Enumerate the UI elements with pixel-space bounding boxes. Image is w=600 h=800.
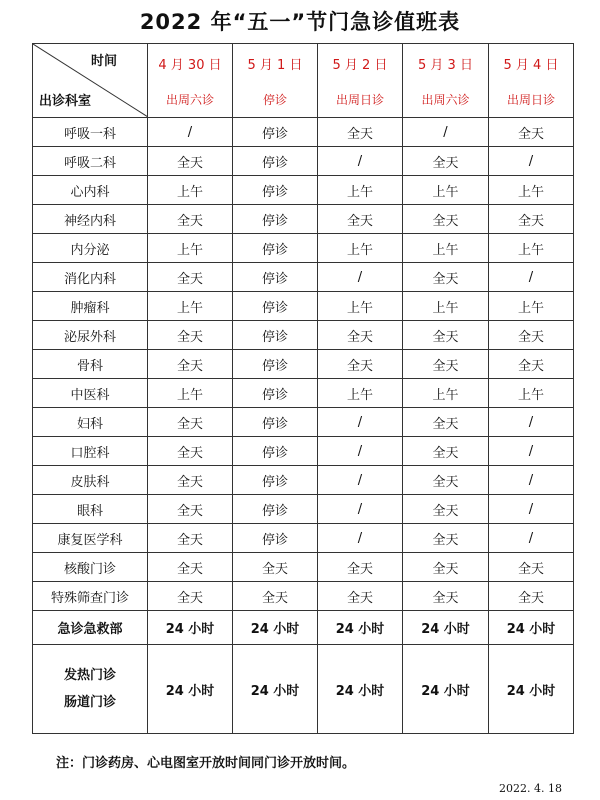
- department-name: 康复医学科: [33, 524, 148, 553]
- schedule-cell: 24 小时: [318, 645, 403, 734]
- schedule-cell: 全天: [403, 582, 489, 611]
- department-name: 核酸门诊: [33, 553, 148, 582]
- schedule-cell: 全天: [318, 553, 403, 582]
- clinic-status-label: 出周日诊: [335, 92, 384, 107]
- schedule-cell: 上午: [403, 234, 489, 263]
- schedule-cell: 全天: [148, 582, 233, 611]
- schedule-cell: 全天: [148, 408, 233, 437]
- schedule-cell: 停诊: [233, 147, 318, 176]
- schedule-cell: /: [318, 524, 403, 553]
- department-row: [33, 582, 574, 611]
- corner-label-department: 出诊科室: [39, 94, 92, 109]
- schedule-cell: 停诊: [233, 466, 318, 495]
- schedule-cell: 全天: [148, 321, 233, 350]
- date-header-cell: [233, 44, 318, 118]
- schedule-cell: 全天: [318, 350, 403, 379]
- department-name: 口腔科: [33, 437, 148, 466]
- department-name: 泌尿外科: [33, 321, 148, 350]
- department-row: [33, 495, 574, 524]
- schedule-cell: 上午: [148, 292, 233, 321]
- schedule-cell: /: [489, 466, 574, 495]
- schedule-cell: 上午: [148, 234, 233, 263]
- schedule-cell: /: [489, 437, 574, 466]
- schedule-cell: 24 小时: [403, 611, 489, 645]
- schedule-cell: 停诊: [233, 379, 318, 408]
- department-name: 骨科: [33, 350, 148, 379]
- schedule-cell: 全天: [489, 321, 574, 350]
- clinic-status-label: 出周日诊: [506, 92, 555, 107]
- department-name: 眼科: [33, 495, 148, 524]
- schedule-cell: /: [148, 118, 233, 147]
- schedule-cell: /: [318, 263, 403, 292]
- schedule-cell: 停诊: [233, 524, 318, 553]
- schedule-cell: 全天: [318, 321, 403, 350]
- date-label: 5 月 3 日: [418, 57, 473, 73]
- schedule-cell: 全天: [403, 524, 489, 553]
- schedule-cell: 停诊: [233, 321, 318, 350]
- schedule-cell: 上午: [489, 292, 574, 321]
- schedule-cell: 全天: [403, 147, 489, 176]
- schedule-cell: 全天: [148, 350, 233, 379]
- schedule-cell: 全天: [318, 582, 403, 611]
- date-label: 4 月 30 日: [158, 57, 222, 73]
- schedule-cell: 停诊: [233, 176, 318, 205]
- schedule-cell: 全天: [403, 495, 489, 524]
- department-name: [33, 645, 148, 734]
- department-row: [33, 437, 574, 466]
- schedule-cell: 停诊: [233, 408, 318, 437]
- issue-date: 2022. 4. 18: [499, 782, 562, 795]
- department-name: 神经内科: [33, 205, 148, 234]
- schedule-cell: 上午: [489, 379, 574, 408]
- department-name: 呼吸二科: [33, 147, 148, 176]
- date-label: 5 月 2 日: [332, 57, 388, 73]
- schedule-cell: 停诊: [233, 495, 318, 524]
- schedule-cell: /: [489, 524, 574, 553]
- schedule-cell: 全天: [489, 118, 574, 147]
- header-row: [33, 44, 574, 118]
- schedule-cell: 上午: [489, 234, 574, 263]
- department-row: [33, 408, 574, 437]
- corner-label-time: 时间: [90, 54, 117, 69]
- schedule-cell: 上午: [403, 176, 489, 205]
- schedule-cell: 24 小时: [489, 611, 574, 645]
- schedule-cell: 24 小时: [489, 645, 574, 734]
- schedule-cell: 上午: [403, 292, 489, 321]
- schedule-cell: /: [318, 495, 403, 524]
- department-name: 呼吸一科: [33, 118, 148, 147]
- department-name: 皮肤科: [33, 466, 148, 495]
- schedule-cell: 全天: [403, 437, 489, 466]
- department-name: 内分泌: [33, 234, 148, 263]
- department-name-line: 肠道门诊: [63, 695, 116, 710]
- schedule-cell: 上午: [489, 176, 574, 205]
- department-row: [33, 524, 574, 553]
- date-label: 5 月 1 日: [247, 57, 303, 73]
- schedule-cell: /: [489, 408, 574, 437]
- schedule-cell: 停诊: [233, 350, 318, 379]
- clinic-status-label: 停诊: [262, 92, 287, 107]
- schedule-cell: 全天: [148, 466, 233, 495]
- schedule-cell: /: [318, 466, 403, 495]
- schedule-cell: 全天: [489, 582, 574, 611]
- schedule-cell: /: [489, 495, 574, 524]
- schedule-cell: /: [318, 437, 403, 466]
- schedule-cell: 全天: [403, 321, 489, 350]
- department-row: [33, 466, 574, 495]
- schedule-cell: 全天: [403, 466, 489, 495]
- schedule-cell: 上午: [318, 234, 403, 263]
- department-row: [33, 321, 574, 350]
- schedule-cell: 上午: [318, 379, 403, 408]
- date-label: 5 月 4 日: [503, 57, 559, 73]
- schedule-cell: 停诊: [233, 234, 318, 263]
- schedule-cell: /: [318, 408, 403, 437]
- schedule-cell: 全天: [148, 524, 233, 553]
- footnote: 注：门诊药房、心电图室开放时间同门诊开放时间。: [56, 756, 356, 771]
- schedule-cell: 24 小时: [233, 645, 318, 734]
- fever-intestinal-row: [33, 645, 574, 734]
- schedule-cell: 24 小时: [148, 611, 233, 645]
- schedule-cell: 全天: [489, 205, 574, 234]
- schedule-cell: 全天: [148, 147, 233, 176]
- schedule-cell: 停诊: [233, 263, 318, 292]
- department-row: [33, 176, 574, 205]
- department-row: [33, 147, 574, 176]
- schedule-cell: 全天: [148, 263, 233, 292]
- department-name: 妇科: [33, 408, 148, 437]
- schedule-cell: 停诊: [233, 118, 318, 147]
- schedule-cell: 上午: [318, 292, 403, 321]
- schedule-cell: /: [489, 263, 574, 292]
- schedule-cell: 全天: [489, 350, 574, 379]
- schedule-cell: 全天: [403, 263, 489, 292]
- clinic-status-label: 出周六诊: [421, 92, 470, 107]
- department-name: 肿瘤科: [33, 292, 148, 321]
- date-header-cell: [403, 44, 489, 118]
- schedule-cell: 全天: [318, 205, 403, 234]
- schedule-cell: 上午: [148, 176, 233, 205]
- corner-header-cell: [33, 44, 148, 118]
- schedule-cell: 全天: [403, 350, 489, 379]
- department-row: [33, 263, 574, 292]
- schedule-cell: 上午: [318, 176, 403, 205]
- department-name: 中医科: [33, 379, 148, 408]
- department-name: 特殊筛查门诊: [33, 582, 148, 611]
- department-name: 消化内科: [33, 263, 148, 292]
- schedule-cell: 全天: [318, 118, 403, 147]
- schedule-cell: 全天: [403, 205, 489, 234]
- department-row: [33, 292, 574, 321]
- department-name: 急诊急救部: [33, 611, 148, 645]
- schedule-cell: 停诊: [233, 292, 318, 321]
- schedule-cell: 全天: [233, 582, 318, 611]
- schedule-cell: 停诊: [233, 437, 318, 466]
- schedule-cell: 全天: [233, 553, 318, 582]
- department-row: [33, 553, 574, 582]
- clinic-status-label: 出周六诊: [165, 92, 214, 107]
- date-header-cell: [318, 44, 403, 118]
- schedule-cell: 全天: [403, 408, 489, 437]
- department-name-line: 发热门诊: [63, 668, 116, 683]
- department-name: 心内科: [33, 176, 148, 205]
- schedule-cell: 24 小时: [148, 645, 233, 734]
- schedule-cell: 24 小时: [403, 645, 489, 734]
- department-row: [33, 379, 574, 408]
- department-row: [33, 118, 574, 147]
- department-row: [33, 350, 574, 379]
- department-row: [33, 205, 574, 234]
- date-header-cell: [489, 44, 574, 118]
- department-row: [33, 234, 574, 263]
- schedule-cell: /: [489, 147, 574, 176]
- schedule-cell: 24 小时: [233, 611, 318, 645]
- schedule-cell: 24 小时: [318, 611, 403, 645]
- schedule-cell: 全天: [489, 553, 574, 582]
- duty-schedule-table: [32, 43, 574, 734]
- schedule-cell: 上午: [148, 379, 233, 408]
- page-title: 2022 年“五一”节门急诊值班表: [139, 10, 461, 34]
- schedule-cell: /: [403, 118, 489, 147]
- date-header-cell: [148, 44, 233, 118]
- schedule-cell: 停诊: [233, 205, 318, 234]
- schedule-cell: 全天: [148, 553, 233, 582]
- schedule-cell: 上午: [403, 379, 489, 408]
- schedule-cell: /: [318, 147, 403, 176]
- schedule-cell: 全天: [403, 553, 489, 582]
- schedule-cell: 全天: [148, 437, 233, 466]
- emergency-row: [33, 611, 574, 645]
- schedule-cell: 全天: [148, 495, 233, 524]
- schedule-cell: 全天: [148, 205, 233, 234]
